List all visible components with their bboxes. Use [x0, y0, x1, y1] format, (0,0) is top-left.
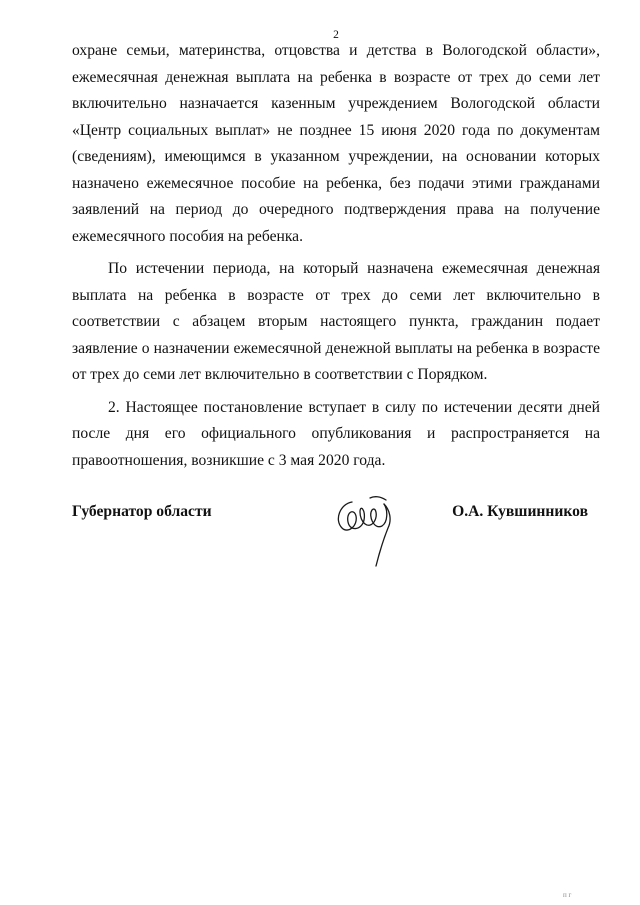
paragraph-effective-date: 2. Настоящее постановление вступает в силу по истечении десяти дней после дня его официального опубликования и распространяется на правоотношения, возникшие с 3 мая 2020 года.: [72, 398, 600, 469]
handwritten-signature: [330, 490, 410, 570]
page-number: 2: [333, 29, 339, 41]
document-body: [72, 38, 600, 480]
paragraph-expiry: По истечении периода, на который назначена ежемесячная денежная выплата на ребенка в возрасте от трех до семи лет включительно в соответствии с абзацем вторым настоящего пункта, гражданин подает заявление о назначении ежемесячной денежной выплаты на ребенка в возрасте от трех до семи лет включительно в соответствии с Порядком.: [72, 260, 600, 383]
signer-title: Губернатор области: [72, 503, 212, 520]
corner-mark: п г: [563, 891, 572, 899]
signer-name: О.А. Кувшинников: [452, 503, 588, 520]
paragraph-continuation: охране семьи, материнства, отцовства и детства в Вологодской области», ежемесячная денежная выплата на ребенка в возрасте от трех до семи лет включительно назначается казенным учреждением Вологодской области «Центр социальных выплат» не позднее 15 июня 2020 года по документам (сведениям), имеющимся в указанном учреждении, на основании которых назначено ежемесячное пособие на ребенка, без подачи этими гражданами заявлений на период до очередного подтверждения права на получение ежемесячного пособия на ребенка.: [72, 42, 600, 245]
